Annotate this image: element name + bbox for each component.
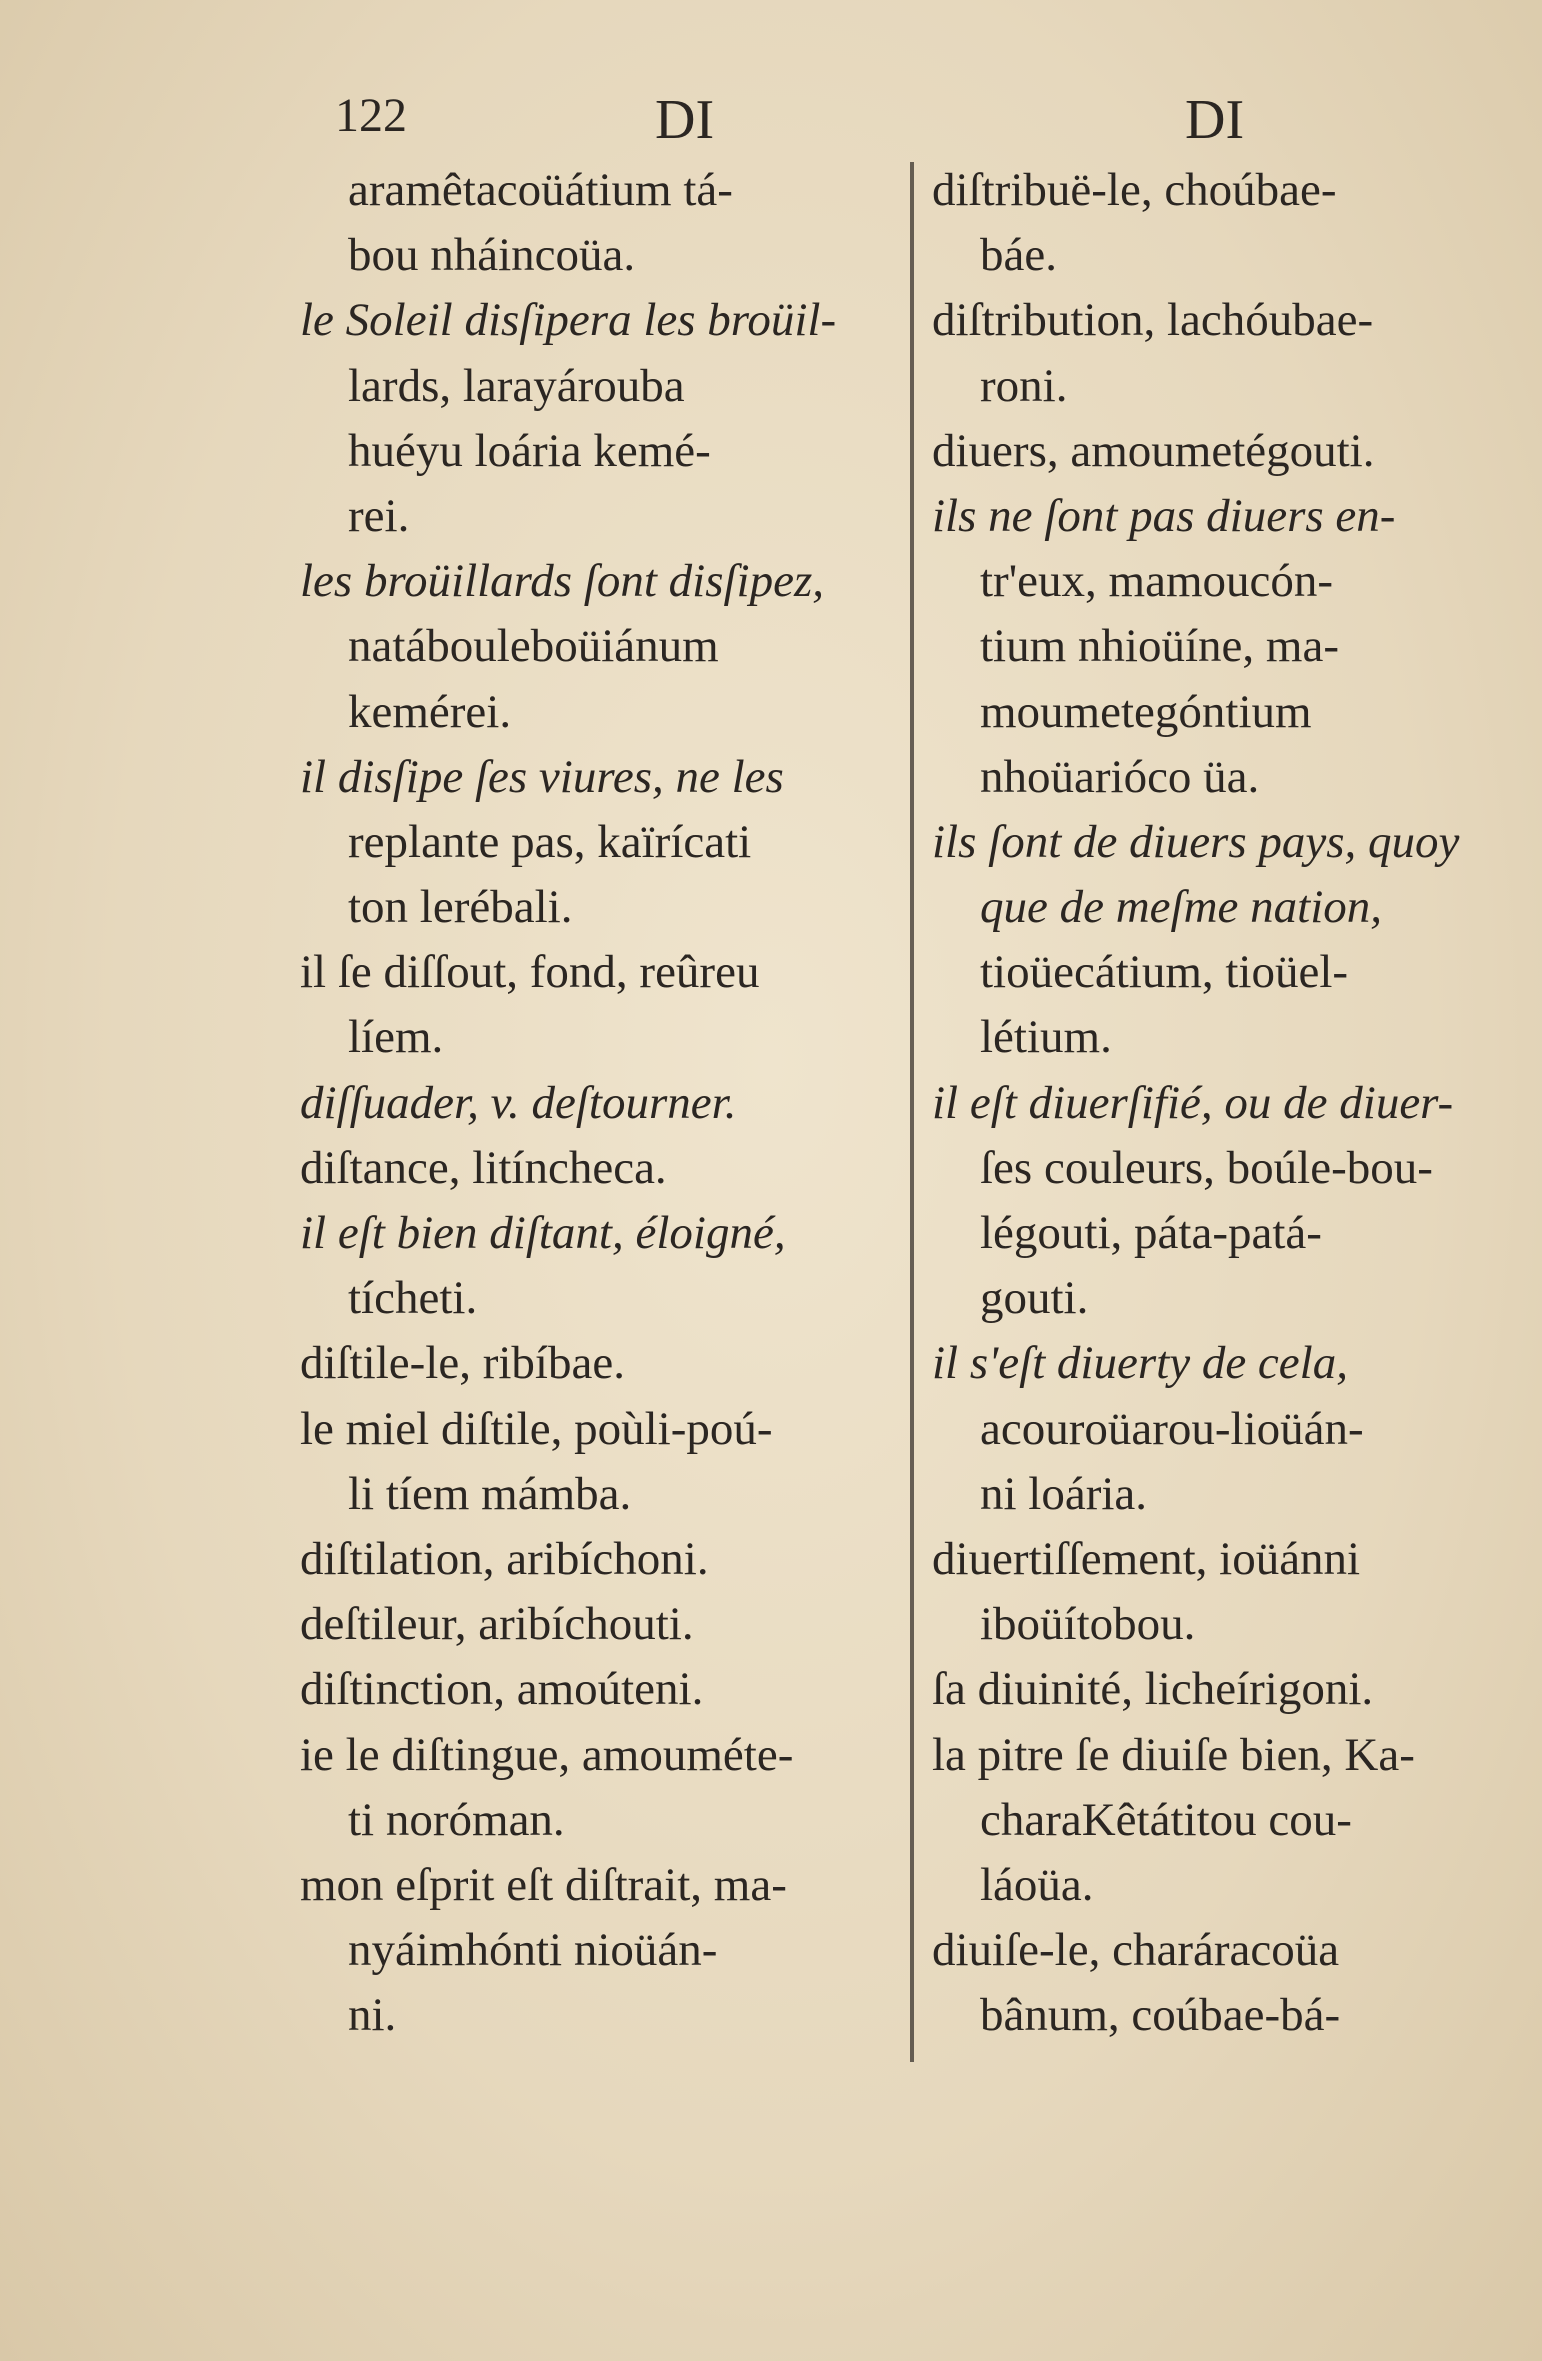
dictionary-line: bânum, coúbae-bá- <box>980 1989 1341 2042</box>
left-running-head: DI <box>655 89 715 151</box>
dictionary-line: replante pas, kaïrícati <box>348 815 752 868</box>
dictionary-line: diſtilation, aribíchoni. <box>300 1532 709 1585</box>
dictionary-line: li tíem mámba. <box>348 1467 632 1520</box>
dictionary-line: diſtile-le, ribíbae. <box>300 1337 625 1390</box>
dictionary-line: roni. <box>980 359 1068 412</box>
dictionary-line: acouroüarou-lioüán- <box>980 1402 1364 1455</box>
dictionary-line: ſa diuinité, licheírigoni. <box>932 1663 1374 1716</box>
dictionary-line: les broüillards ſont disſipez, <box>300 555 824 608</box>
column-divider <box>910 162 914 2062</box>
dictionary-line: le miel diſtile, poùli-poú- <box>300 1402 773 1455</box>
page-number: 122 <box>335 89 407 142</box>
dictionary-line: ni loária. <box>980 1467 1148 1520</box>
dictionary-line: que de meſme nation, <box>980 881 1383 934</box>
dictionary-line: diſtinction, amoúteni. <box>300 1663 704 1716</box>
dictionary-line: ils ne ſont pas diuers en- <box>932 489 1396 542</box>
dictionary-line: légouti, páta-patá- <box>980 1207 1322 1259</box>
dictionary-line: létium. <box>980 1011 1112 1064</box>
dictionary-line: diſtribuë-le, choúbae- <box>932 164 1337 216</box>
dictionary-line: huéyu loária kemé- <box>348 424 711 477</box>
dictionary-line: ils ſont de diuers pays, quoy <box>932 815 1460 868</box>
dictionary-line: charaKêtátitou cou- <box>980 1793 1352 1846</box>
dictionary-line: nyáimhónti nioüán- <box>348 1924 718 1977</box>
dictionary-line: diuertiſſement, ioüánni <box>932 1532 1361 1585</box>
dictionary-line: tícheti. <box>348 1272 478 1325</box>
dictionary-line: líem. <box>348 1011 444 1064</box>
dictionary-line: il disſipe ſes viures, ne les <box>300 750 784 803</box>
dictionary-line: moumetegóntium <box>980 685 1312 738</box>
dictionary-line: báe. <box>980 229 1057 282</box>
dictionary-line: láoüa. <box>980 1858 1094 1911</box>
dictionary-line: nhoüarióco üa. <box>980 750 1260 803</box>
dictionary-line: diſſuader, v. deſtourner. <box>300 1076 737 1129</box>
dictionary-line: il s'eſt diuerty de cela, <box>932 1337 1348 1390</box>
dictionary-line: tium nhioüíne, ma- <box>980 620 1339 673</box>
dictionary-line: gouti. <box>980 1272 1089 1325</box>
dictionary-line: il ſe diſſout, fond, reûreu <box>300 946 760 999</box>
dictionary-line: tioüecátium, tioüel- <box>980 946 1349 999</box>
dictionary-line: diuiſe-le, charáracoüa <box>932 1924 1340 1977</box>
dictionary-line: ie le diſtingue, amouméte- <box>300 1728 794 1781</box>
dictionary-line: ſes couleurs, boúle-bou- <box>980 1141 1433 1194</box>
dictionary-line: il eſt diuerſifié, ou de diuer- <box>932 1076 1454 1129</box>
page-header <box>0 88 1542 158</box>
right-running-head: DI <box>1185 89 1245 151</box>
right-column <box>932 158 1502 2048</box>
dictionary-line: kemérei. <box>348 685 512 738</box>
dictionary-line: mon eſprit eſt diſtrait, ma- <box>300 1858 787 1911</box>
dictionary-line: ti noróman. <box>348 1793 565 1846</box>
dictionary-line: diſtance, litíncheca. <box>300 1141 667 1194</box>
dictionary-line: il eſt bien diſtant, éloigné, <box>300 1207 786 1259</box>
dictionary-line: le Soleil disſipera les broüil- <box>300 294 837 347</box>
dictionary-line: rei. <box>348 489 410 542</box>
dictionary-line: bou nháincoüa. <box>348 229 636 282</box>
left-column <box>300 158 900 2048</box>
dictionary-line: natábouleboüiánum <box>348 620 719 673</box>
dictionary-line: ni. <box>348 1989 397 2042</box>
dictionary-line: aramêtacoüátium tá- <box>348 164 733 216</box>
dictionary-line: ton lerébali. <box>348 881 573 934</box>
dictionary-line: diſtribution, lachóubae- <box>932 294 1374 347</box>
dictionary-line: la pitre ſe diuiſe bien, Ka- <box>932 1728 1415 1781</box>
dictionary-line: deſtileur, aribíchouti. <box>300 1598 694 1651</box>
dictionary-line: diuers, amoumetégouti. <box>932 424 1375 477</box>
dictionary-line: iboüítobou. <box>980 1598 1196 1651</box>
dictionary-line: tr'eux, mamoucón- <box>980 555 1334 608</box>
dictionary-line: lards, larayárouba <box>348 359 685 412</box>
